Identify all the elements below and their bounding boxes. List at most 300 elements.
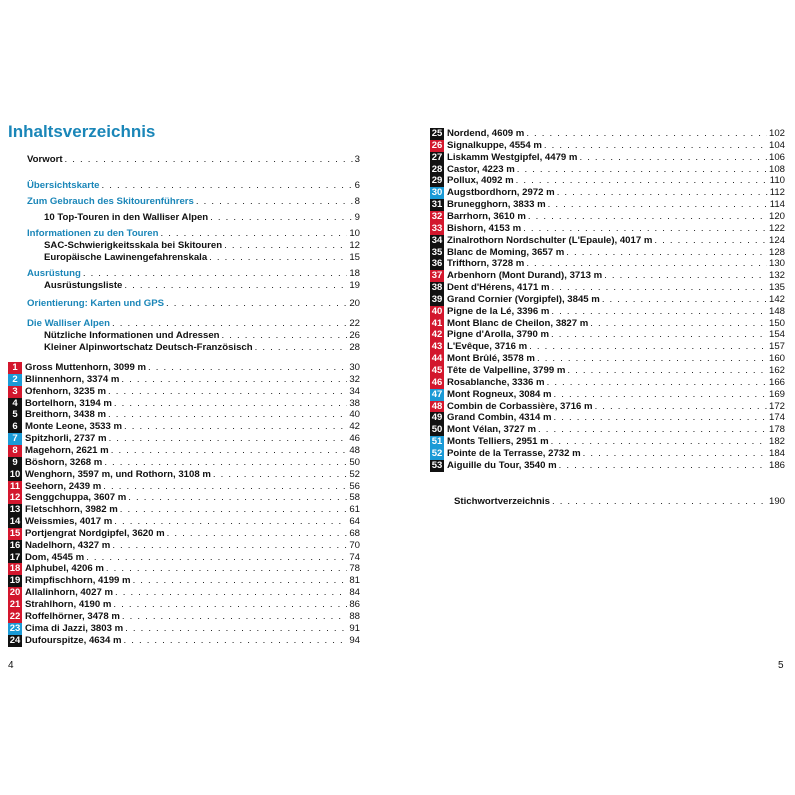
tour-name: Pigne de la Lé, 3396 m	[447, 305, 550, 317]
leader-dots	[120, 504, 348, 516]
tour-name: Nadelhorn, 4327 m	[25, 539, 111, 551]
tour-name: Dom, 4545 m	[25, 551, 85, 563]
tour-page: 169	[768, 388, 785, 400]
tour-page: 102	[768, 128, 785, 139]
tour-entry	[430, 353, 785, 365]
tour-name: Weissmies, 4017 m	[25, 516, 113, 528]
tour-number-badge: 51	[431, 436, 443, 448]
tour-page: 157	[768, 341, 785, 353]
tour-entry	[430, 282, 785, 294]
leader-dots	[122, 611, 347, 623]
leader-dots	[538, 424, 767, 436]
tour-page: 34	[349, 385, 360, 397]
tour-number-badge: 16	[9, 539, 21, 551]
tour-number-badge: 13	[9, 504, 21, 516]
tour-page: 124	[768, 234, 785, 246]
leader-dots	[112, 318, 347, 330]
tour-page: 130	[768, 258, 785, 270]
tour-entry	[430, 318, 785, 330]
tour-name: Dufourspitze, 4634 m	[25, 634, 122, 646]
leader-dots	[124, 421, 347, 433]
tour-number-badge: 38	[431, 282, 443, 294]
tour-number-badge: 53	[431, 459, 443, 471]
tour-entry	[8, 599, 360, 611]
tour-number-badge: 17	[9, 551, 21, 563]
tour-number-badge: 29	[431, 175, 443, 187]
toc-entry-label: Übersichtskarte	[27, 180, 100, 191]
toc-entry	[27, 268, 360, 280]
tour-name: Blinnenhorn, 3374 m	[25, 373, 120, 385]
tour-name: Mont Blanc de Cheilon, 3827 m	[447, 317, 589, 329]
tour-number-badge: 14	[9, 516, 21, 528]
toc-entry-page: 3	[354, 154, 360, 165]
tour-name: Cima di Jazzi, 3803 m	[25, 622, 124, 634]
tour-name: Spitzhorli, 2737 m	[25, 433, 107, 445]
toc-entry	[27, 154, 360, 166]
tour-entry	[430, 294, 785, 306]
tour-page: 162	[768, 365, 785, 376]
leader-dots	[222, 330, 348, 342]
tour-number-badge: 28	[431, 163, 443, 175]
toc-entry-label: Informationen zu den Touren	[27, 228, 159, 239]
leader-dots	[109, 433, 348, 445]
tour-entry	[430, 223, 785, 235]
right-page	[397, 0, 795, 795]
tour-name: Pigne d'Arolla, 3790 m	[447, 329, 549, 341]
leader-dots	[516, 175, 768, 187]
tour-number-badge: 4	[8, 398, 22, 410]
tour-name: Roffelhörner, 3478 m	[25, 610, 120, 622]
tour-name: Barrhorn, 3610 m	[447, 210, 526, 222]
leader-dots	[125, 623, 347, 635]
tour-page: 110	[769, 175, 785, 187]
index-entry	[454, 496, 785, 508]
toc-entry-page: 15	[349, 252, 360, 263]
tour-number-badge: 46	[431, 376, 443, 388]
tour-entry	[430, 460, 785, 472]
tour-page: 84	[349, 587, 360, 599]
tour-entry	[8, 492, 360, 504]
tour-entry	[430, 140, 785, 152]
tour-number-badge: 18	[9, 563, 21, 575]
toc-entry-label: Europäische Lawinengefahrenskala	[44, 252, 208, 263]
leader-dots	[103, 481, 347, 493]
tour-entry	[430, 306, 785, 318]
tour-number-badge: 52	[431, 447, 443, 459]
tour-number-badge: 44	[431, 353, 443, 365]
leader-dots	[102, 180, 353, 192]
leader-dots	[108, 409, 347, 421]
tour-name: Rosablanche, 3336 m	[447, 376, 545, 388]
leader-dots	[526, 128, 767, 140]
tour-number-badge: 23	[9, 622, 21, 634]
tour-entry	[8, 398, 360, 410]
tour-page: 182	[768, 436, 785, 448]
toc-entry	[44, 252, 360, 264]
toc-entry-label: Die Walliser Alpen	[27, 318, 110, 329]
toc-entry	[27, 318, 360, 330]
toc-entry-label: Orientierung: Karten und GPS	[27, 298, 164, 309]
leader-dots	[86, 552, 347, 564]
tour-number-badge: 25	[431, 128, 443, 139]
tour-page: 106	[768, 151, 785, 163]
toc-entry-page: 9	[354, 212, 360, 223]
tour-entry	[8, 374, 360, 386]
tour-name: Magehorn, 2621 m	[25, 444, 109, 456]
tour-page: 86	[349, 599, 360, 610]
tour-entry	[430, 270, 785, 282]
toc-entry-label: 10 Top-Touren in den Walliser Alpen	[44, 212, 209, 223]
tour-name: Breithorn, 3438 m	[25, 409, 107, 421]
tour-page: 40	[349, 409, 360, 421]
tour-number-badge: 33	[431, 222, 443, 234]
leader-dots	[554, 412, 767, 424]
tour-entry	[8, 611, 360, 623]
tour-name: Senggchuppa, 3607 m	[25, 492, 127, 504]
tour-page: 150	[768, 317, 785, 329]
tour-name: Grand Cornier (Vorgipfel), 3845 m	[447, 293, 600, 305]
tour-number-badge: 30	[431, 187, 443, 199]
tour-page: 114	[769, 199, 785, 211]
tour-number-badge: 34	[431, 234, 443, 246]
tour-name: Tête de Valpelline, 3799 m	[447, 365, 566, 376]
toc-entry-page: 19	[349, 280, 360, 291]
toc-entry-label: Ausrüstung	[27, 268, 81, 279]
leader-dots	[595, 401, 767, 413]
tour-name: Böshorn, 3268 m	[25, 456, 103, 468]
tour-page: 120	[768, 210, 785, 222]
tour-name: Arbenhorn (Mont Durand), 3713 m	[447, 270, 603, 282]
tour-name: Monte Leone, 3533 m	[25, 421, 123, 433]
tour-entry	[430, 401, 785, 413]
tour-page: 148	[768, 305, 785, 317]
tour-entry	[8, 409, 360, 421]
tour-entry	[430, 211, 785, 223]
leader-dots	[65, 154, 353, 166]
tour-entry	[430, 258, 785, 270]
tour-number-badge: 24	[9, 634, 21, 646]
tour-entry	[430, 247, 785, 259]
tour-name: Mont Vélan, 3727 m	[447, 424, 537, 436]
leader-dots	[552, 282, 767, 294]
tour-page: 58	[349, 492, 360, 504]
tour-page: 61	[349, 504, 360, 516]
tour-name: Fletschhorn, 3982 m	[25, 504, 118, 516]
tour-page: 52	[349, 468, 360, 480]
tour-number-badge: 8	[8, 445, 22, 457]
index-entry-label: Stichwortverzeichnis	[454, 496, 550, 507]
tour-page: 56	[349, 480, 360, 492]
tour-name: Seehorn, 2439 m	[25, 480, 102, 492]
leader-dots	[121, 374, 347, 386]
leader-dots	[128, 492, 347, 504]
tour-page: 78	[349, 563, 360, 575]
toc-entry-page: 10	[349, 228, 360, 239]
tour-page: 132	[768, 270, 785, 282]
leader-dots	[537, 353, 767, 365]
leader-dots	[196, 196, 353, 208]
tour-page: 174	[768, 412, 785, 424]
leader-dots	[114, 516, 347, 528]
toc-entry-page: 22	[349, 318, 360, 329]
tour-number-badge: 49	[431, 412, 443, 424]
toc-entry	[27, 298, 360, 310]
leader-dots	[83, 268, 347, 280]
leader-dots	[106, 563, 347, 575]
tour-number-badge: 39	[431, 293, 443, 305]
toc-entry	[44, 330, 360, 342]
toc-entry-label: Nützliche Informationen und Adressen	[44, 330, 220, 341]
tour-name: Aiguille du Tour, 3540 m	[447, 459, 557, 471]
tour-number-badge: 32	[431, 210, 443, 222]
leader-dots	[528, 211, 767, 223]
toc-entry-page: 18	[349, 268, 360, 279]
tour-entry	[8, 623, 360, 635]
tour-entry	[430, 175, 785, 187]
tour-page: 160	[768, 353, 785, 365]
leader-dots	[224, 240, 347, 252]
tour-entry	[8, 552, 360, 564]
leader-dots	[552, 496, 767, 508]
tour-page: 42	[349, 421, 360, 433]
tour-name: Bortelhorn, 3194 m	[25, 397, 112, 409]
leader-dots	[167, 528, 348, 540]
tour-page: 154	[768, 329, 785, 341]
tour-number-badge: 45	[431, 365, 443, 376]
leader-dots	[104, 457, 347, 469]
tour-entry	[8, 575, 360, 587]
leader-dots	[523, 223, 767, 235]
tour-entry	[430, 341, 785, 353]
tour-entry	[430, 412, 785, 424]
tour-page: 91	[349, 622, 360, 634]
toc-entry-label: Ausrüstungsliste	[44, 280, 123, 291]
leader-dots	[108, 386, 347, 398]
leader-dots	[551, 329, 767, 341]
tour-name: Portjengrat Nordgipfel, 3620 m	[25, 527, 165, 539]
toc-entry	[44, 240, 360, 252]
tour-number-badge: 31	[431, 199, 443, 211]
tour-number-badge: 40	[431, 305, 443, 317]
tour-number-badge: 20	[9, 587, 21, 599]
leader-dots	[115, 587, 347, 599]
tour-name: Gross Muttenhorn, 3099 m	[25, 362, 147, 373]
tour-page: 70	[349, 539, 360, 551]
tour-number-badge: 1	[8, 362, 22, 374]
tour-name: Augstbordhorn, 2972 m	[447, 187, 555, 199]
leader-dots	[547, 377, 767, 389]
tour-entry	[430, 436, 785, 448]
tour-page: 94	[349, 634, 360, 646]
tour-page: 50	[349, 456, 360, 468]
tour-name: Trifthorn, 3728 m	[447, 258, 525, 270]
tour-name: Pollux, 4092 m	[447, 175, 514, 187]
tour-page: 108	[768, 163, 785, 175]
tour-number-badge: 15	[9, 527, 21, 539]
tour-page: 46	[349, 433, 360, 445]
tour-number-badge: 36	[431, 258, 443, 270]
tour-entry	[430, 152, 785, 164]
tour-entry	[8, 635, 360, 647]
tour-page: 32	[349, 373, 360, 385]
toc-entry-page: 20	[349, 298, 360, 309]
tour-number-badge: 48	[431, 400, 443, 412]
tour-number-badge: 7	[8, 433, 22, 445]
tour-page: 104	[768, 139, 785, 151]
toc-entry-page: 8	[354, 196, 360, 207]
toc-entry	[44, 212, 360, 224]
tour-entry	[8, 445, 360, 457]
tour-page: 128	[768, 246, 785, 258]
tour-page: 166	[768, 376, 785, 388]
leader-dots	[602, 294, 767, 306]
tour-entry	[430, 199, 785, 211]
toc-entry-page: 26	[349, 330, 360, 341]
leader-dots	[517, 164, 767, 176]
leader-dots	[544, 140, 767, 152]
leader-dots	[133, 575, 348, 587]
leader-dots	[654, 235, 767, 247]
leader-dots	[553, 389, 767, 401]
tour-entry	[8, 362, 360, 374]
tour-entry	[430, 389, 785, 401]
tour-page: 142	[768, 293, 785, 305]
leader-dots	[148, 362, 347, 374]
toc-entry	[44, 280, 360, 292]
tour-name: Combin de Corbassière, 3716 m	[447, 400, 593, 412]
tour-entry	[430, 424, 785, 436]
tour-entry	[430, 164, 785, 176]
leader-dots	[590, 318, 767, 330]
tour-entry	[8, 516, 360, 528]
toc-entry-label: Zum Gebrauch des Skitourenführers	[27, 196, 194, 207]
tour-entry	[430, 377, 785, 389]
tour-name: Mont Brûlé, 3578 m	[447, 353, 535, 365]
tour-name: Pointe de la Terrasse, 2732 m	[447, 447, 581, 459]
tour-name: Rimpfischhorn, 4199 m	[25, 575, 131, 587]
tour-name: Monts Telliers, 2951 m	[447, 436, 549, 448]
tour-number-badge: 10	[9, 468, 21, 480]
leader-dots	[113, 599, 347, 611]
tour-number-badge: 26	[431, 139, 443, 151]
tour-name: Mont Rogneux, 3084 m	[447, 388, 552, 400]
page-title: Inhaltsverzeichnis	[8, 122, 156, 141]
tour-page: 172	[768, 400, 785, 412]
tour-name: Brunegghorn, 3833 m	[447, 199, 546, 211]
leader-dots	[529, 341, 767, 353]
tour-number-badge: 43	[431, 341, 443, 353]
tour-entry	[430, 235, 785, 247]
tour-number-badge: 41	[431, 317, 443, 329]
tour-number-badge: 21	[9, 599, 21, 610]
leader-dots	[604, 270, 767, 282]
toc-entry-page: 28	[349, 342, 360, 353]
index-entry-page: 190	[768, 496, 785, 507]
leader-dots	[255, 342, 348, 354]
tour-name: Liskamm Westgipfel, 4479 m	[447, 151, 578, 163]
tour-entry	[8, 469, 360, 481]
leader-dots	[166, 298, 347, 310]
tour-entry	[430, 329, 785, 341]
tour-number-badge: 37	[431, 270, 443, 282]
tour-entry	[430, 448, 785, 460]
tour-page: 64	[349, 516, 360, 528]
leader-dots	[112, 540, 347, 552]
tour-name: Nordend, 4609 m	[447, 128, 525, 139]
tour-number-badge: 6	[8, 421, 22, 433]
leader-dots	[579, 152, 767, 164]
tour-page: 122	[768, 222, 785, 234]
tour-page: 112	[769, 187, 785, 199]
tour-entry	[430, 128, 785, 140]
page-number-left: 4	[8, 660, 14, 671]
leader-dots	[548, 199, 768, 211]
tour-name: Blanc de Moming, 3657 m	[447, 246, 565, 258]
leader-dots	[209, 252, 347, 264]
tour-number-badge: 42	[431, 329, 443, 341]
tour-name: Signalkuppe, 4554 m	[447, 139, 542, 151]
tour-page: 30	[349, 362, 360, 373]
tour-entry	[8, 481, 360, 493]
tour-entry	[8, 421, 360, 433]
tour-number-badge: 12	[9, 492, 21, 504]
tour-page: 68	[349, 527, 360, 539]
tour-number-badge: 2	[8, 374, 22, 386]
tour-entry	[430, 187, 785, 199]
tour-number-badge: 50	[431, 424, 443, 436]
tour-entry	[8, 528, 360, 540]
leader-dots	[213, 469, 347, 481]
tour-name: Castor, 4223 m	[447, 163, 515, 175]
leader-dots	[111, 445, 348, 457]
tour-number-badge: 3	[8, 386, 22, 398]
tour-page: 48	[349, 444, 360, 456]
tour-entry	[430, 365, 785, 377]
tour-page: 74	[349, 551, 360, 563]
tour-page: 184	[768, 447, 785, 459]
toc-entry	[44, 342, 360, 354]
tour-name: Wenghorn, 3597 m, und Rothorn, 3108 m	[25, 468, 211, 480]
leader-dots	[526, 258, 767, 270]
toc-entry	[27, 196, 360, 208]
tour-page: 186	[768, 459, 785, 471]
leader-dots	[124, 635, 348, 647]
leader-dots	[557, 187, 768, 199]
leader-dots	[114, 398, 347, 410]
tour-entry	[8, 386, 360, 398]
left-page	[0, 0, 397, 795]
tour-entry	[8, 563, 360, 575]
tour-name: L'Evêque, 3716 m	[447, 341, 528, 353]
toc-entry-page: 6	[354, 180, 360, 191]
tour-page: 38	[349, 397, 360, 409]
toc-entry-label: Kleiner Alpinwortschatz Deutsch-Französisch	[44, 342, 253, 353]
tour-number-badge: 47	[431, 388, 443, 400]
leader-dots	[566, 247, 767, 259]
tour-name: Dent d'Hérens, 4171 m	[447, 282, 550, 294]
leader-dots	[210, 212, 352, 224]
tour-name: Allalinhorn, 4027 m	[25, 587, 113, 599]
tour-number-badge: 9	[8, 457, 22, 469]
tour-entry	[8, 504, 360, 516]
tour-number-badge: 19	[9, 575, 21, 587]
tour-page: 81	[349, 575, 360, 587]
tour-number-badge: 5	[8, 409, 22, 421]
tour-page: 178	[768, 424, 785, 436]
toc-entry-label: Vorwort	[27, 154, 63, 165]
tour-number-badge: 22	[9, 610, 21, 622]
tour-entry	[8, 457, 360, 469]
